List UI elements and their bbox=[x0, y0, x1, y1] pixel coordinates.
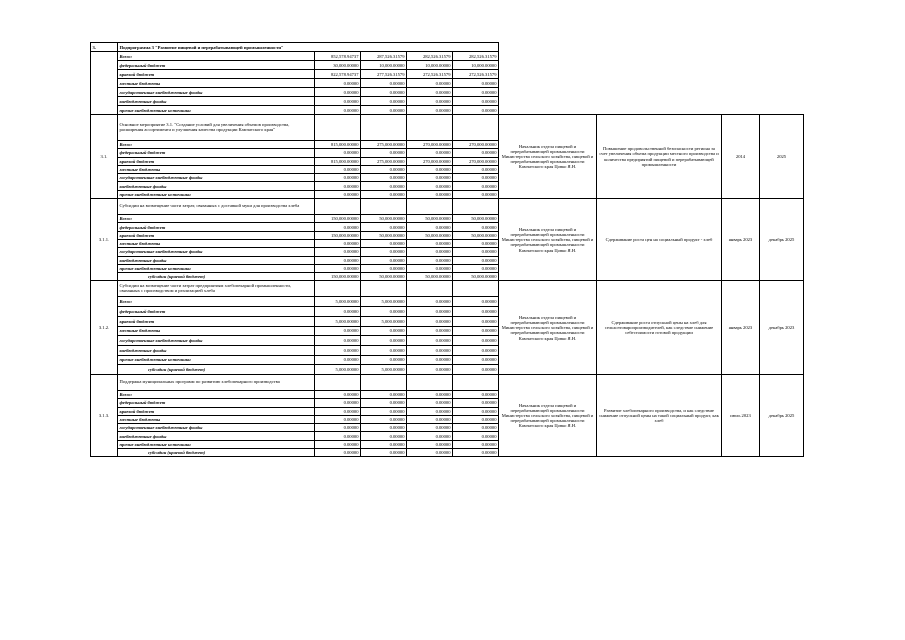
section-title: Подпрограмма 3 "Развитие пищевой и перерабатывающей промышленности" bbox=[118, 43, 499, 52]
amount-cell: 0.00000 bbox=[407, 106, 453, 115]
row-label: федеральный бюджет bbox=[118, 223, 315, 231]
amount-cell: 10,000.00000 bbox=[361, 61, 407, 70]
amount-cell: 0.00000 bbox=[453, 97, 499, 106]
amount-cell: 0.00000 bbox=[453, 424, 499, 432]
amount-cell: 0.00000 bbox=[315, 190, 361, 198]
empty-cell bbox=[407, 374, 453, 390]
amount-cell: 0.00000 bbox=[361, 264, 407, 272]
amount-cell: 0.00000 bbox=[361, 432, 407, 440]
amount-cell: 0.00000 bbox=[315, 174, 361, 182]
row-label: местные бюджеты bbox=[118, 79, 315, 88]
table-row bbox=[91, 70, 804, 79]
start-date: январь 2023 bbox=[722, 199, 760, 281]
row-label: Всего: bbox=[118, 141, 315, 149]
amount-cell: 5,000.00000 bbox=[315, 316, 361, 326]
amount-cell: 0.00000 bbox=[453, 223, 499, 231]
amount-cell: 0.00000 bbox=[407, 182, 453, 190]
start-date: июль 2023 bbox=[722, 374, 760, 456]
row-label: внебюджетные фонды bbox=[118, 97, 315, 106]
amount-cell: 0.00000 bbox=[361, 424, 407, 432]
table-row bbox=[91, 61, 804, 70]
amount-cell: 0.00000 bbox=[315, 256, 361, 264]
executor-cell: Начальник отдела пищевой и перерабатывающей промышленности Министерства сельского хозяйства, пищевой и перерабатывающей промышленности Камчатского края Цовко Я.Н. bbox=[499, 281, 597, 375]
empty-cell bbox=[361, 115, 407, 141]
amount-cell: 0.00000 bbox=[361, 307, 407, 317]
amount-cell: 275,000.00000 bbox=[361, 141, 407, 149]
item-title: Субсидии на возмещение части затрат, связанных с доставкой муки для производства хлеба bbox=[118, 199, 315, 215]
row-label: внебюджетные фонды bbox=[118, 345, 315, 355]
amount-cell: 0.00000 bbox=[453, 239, 499, 247]
empty-cell bbox=[453, 374, 499, 390]
amount-cell: 0.00000 bbox=[453, 345, 499, 355]
amount-cell: 0.00000 bbox=[407, 79, 453, 88]
amount-cell: 0.00000 bbox=[361, 345, 407, 355]
amount-cell: 5,000.00000 bbox=[361, 365, 407, 375]
amount-cell: 0.00000 bbox=[453, 79, 499, 88]
item-number: 3.1.3. bbox=[91, 374, 118, 456]
item-title: Основное мероприятие 3.1. "Создание условий для увеличения объемов производства, расширения ассортимента и улучшения качества продукции Камчатского края" bbox=[118, 115, 315, 141]
amount-cell: 0.00000 bbox=[315, 264, 361, 272]
item-title: Поддержка муниципальных программ по развитию хлебопекарного производства bbox=[118, 374, 315, 390]
amount-cell: 0.00000 bbox=[453, 326, 499, 336]
empty-cell bbox=[407, 115, 453, 141]
amount-cell: 50,000.00000 bbox=[361, 215, 407, 223]
table-row bbox=[91, 97, 804, 106]
amount-cell: 0.00000 bbox=[453, 355, 499, 365]
amount-cell: 0.00000 bbox=[407, 297, 453, 307]
amount-cell: 0.00000 bbox=[453, 432, 499, 440]
row-label: Всего: bbox=[118, 215, 315, 223]
amount-cell: 0.00000 bbox=[453, 106, 499, 115]
amount-cell: 50,000.00000 bbox=[407, 273, 453, 281]
number-cell bbox=[91, 106, 118, 115]
item-header-row bbox=[91, 374, 804, 390]
item-number: 3.1. bbox=[91, 115, 118, 199]
amount-cell: 0.00000 bbox=[315, 432, 361, 440]
amount-cell: 0.00000 bbox=[407, 149, 453, 157]
amount-cell: 50,000.00000 bbox=[361, 231, 407, 239]
amount-cell: 0.00000 bbox=[361, 407, 407, 415]
row-label: местные бюджеты bbox=[118, 165, 315, 173]
amount-cell: 0.00000 bbox=[453, 336, 499, 346]
amount-cell: 0.00000 bbox=[315, 407, 361, 415]
number-cell bbox=[91, 79, 118, 88]
amount-cell: 0.00000 bbox=[361, 79, 407, 88]
number-cell bbox=[91, 61, 118, 70]
row-label: государственные внебюджетные фонды bbox=[118, 424, 315, 432]
result-cell: Повышение продовольственной безопасности региона за счет увеличения объема продукции местного производства и количества предприятий пищевой и перерабатывающей промышленности bbox=[597, 115, 722, 199]
row-label: внебюджетные фонды bbox=[118, 182, 315, 190]
row-label: внебюджетные фонды bbox=[118, 256, 315, 264]
amount-cell: 0.00000 bbox=[361, 326, 407, 336]
table-row bbox=[91, 106, 804, 115]
row-label: федеральный бюджет bbox=[118, 399, 315, 407]
amount-cell: 5,000.00000 bbox=[315, 297, 361, 307]
table-row bbox=[91, 88, 804, 97]
amount-cell: 10,000.00000 bbox=[453, 61, 499, 70]
amount-cell: 0.00000 bbox=[453, 190, 499, 198]
amount-cell: 0.00000 bbox=[407, 345, 453, 355]
amount-cell: 0.00000 bbox=[407, 190, 453, 198]
amount-cell: 150,000.00000 bbox=[315, 231, 361, 239]
amount-cell: 0.00000 bbox=[453, 365, 499, 375]
empty-cell bbox=[453, 281, 499, 297]
amount-cell: 0.00000 bbox=[453, 149, 499, 157]
empty-cell bbox=[407, 199, 453, 215]
amount-cell: 5,000.00000 bbox=[361, 316, 407, 326]
amount-cell: 0.00000 bbox=[315, 106, 361, 115]
number-cell bbox=[91, 70, 118, 79]
item-header-row bbox=[91, 199, 804, 215]
row-label: местные бюджеты bbox=[118, 239, 315, 247]
amount-cell: 0.00000 bbox=[407, 355, 453, 365]
amount-cell: 0.00000 bbox=[361, 97, 407, 106]
amount-cell: 282,526.31579 bbox=[453, 52, 499, 61]
amount-cell: 0.00000 bbox=[453, 88, 499, 97]
amount-cell: 0.00000 bbox=[453, 264, 499, 272]
amount-cell: 50,000.00000 bbox=[453, 215, 499, 223]
row-label: краевой бюджет bbox=[118, 231, 315, 239]
amount-cell: 0.00000 bbox=[407, 223, 453, 231]
row-label: прочие внебюджетные источники bbox=[118, 440, 315, 448]
amount-cell: 0.00000 bbox=[315, 326, 361, 336]
item-title: Субсидии на возмещение части затрат предприятиям хлебопекарной промышленности, связанных с производством и реализацией хлеба bbox=[118, 281, 315, 297]
item-header-row bbox=[91, 115, 804, 141]
amount-cell: 0.00000 bbox=[407, 88, 453, 97]
amount-cell: 5,000.00000 bbox=[315, 365, 361, 375]
row-label: прочие внебюджетные источники bbox=[118, 355, 315, 365]
section-number: 3. bbox=[91, 43, 118, 52]
amount-cell: 0.00000 bbox=[315, 399, 361, 407]
amount-cell: 822,578.94737 bbox=[315, 70, 361, 79]
empty-cell bbox=[315, 374, 361, 390]
amount-cell: 0.00000 bbox=[407, 390, 453, 398]
empty-cell bbox=[453, 115, 499, 141]
amount-cell: 0.00000 bbox=[361, 190, 407, 198]
amount-cell: 0.00000 bbox=[315, 239, 361, 247]
result-cell: Сдерживание роста отпускной цены на хлеб для сельхозтоваропроизводителей, как следствие снижение себестоимости готовой продукции bbox=[597, 281, 722, 375]
number-cell bbox=[91, 88, 118, 97]
amount-cell: 0.00000 bbox=[407, 97, 453, 106]
end-date: декабрь 2025 bbox=[760, 374, 804, 456]
empty-cell bbox=[315, 199, 361, 215]
row-label: краевой бюджет bbox=[118, 316, 315, 326]
amount-cell: 50,000.00000 bbox=[407, 215, 453, 223]
amount-cell: 282,526.31579 bbox=[407, 52, 453, 61]
row-label: Всего: bbox=[118, 390, 315, 398]
amount-cell: 50,000.00000 bbox=[361, 273, 407, 281]
amount-cell: 5,000.00000 bbox=[361, 297, 407, 307]
amount-cell: 0.00000 bbox=[315, 440, 361, 448]
program-table-body bbox=[91, 43, 804, 457]
amount-cell: 0.00000 bbox=[407, 407, 453, 415]
amount-cell: 0.00000 bbox=[315, 97, 361, 106]
row-label: федеральный бюджет bbox=[118, 61, 315, 70]
empty-cell bbox=[453, 199, 499, 215]
amount-cell: 0.00000 bbox=[361, 149, 407, 157]
empty-cell bbox=[315, 115, 361, 141]
amount-cell: 0.00000 bbox=[361, 390, 407, 398]
row-label: государственные внебюджетные фонды bbox=[118, 174, 315, 182]
number-cell bbox=[91, 97, 118, 106]
amount-cell: 0.00000 bbox=[361, 415, 407, 423]
amount-cell: 0.00000 bbox=[361, 174, 407, 182]
row-label: государственные внебюджетные фонды bbox=[118, 336, 315, 346]
amount-cell: 0.00000 bbox=[407, 424, 453, 432]
amount-cell: 0.00000 bbox=[315, 182, 361, 190]
end-date: декабрь 2025 bbox=[760, 199, 804, 281]
section-header-row bbox=[91, 43, 804, 52]
row-label: Всего: bbox=[118, 52, 315, 61]
amount-cell: 0.00000 bbox=[407, 365, 453, 375]
amount-cell: 815,000.00000 bbox=[315, 141, 361, 149]
amount-cell: 0.00000 bbox=[407, 415, 453, 423]
amount-cell: 0.00000 bbox=[361, 449, 407, 457]
amount-cell: 0.00000 bbox=[361, 336, 407, 346]
amount-cell: 0.00000 bbox=[361, 256, 407, 264]
item-header-row bbox=[91, 281, 804, 297]
amount-cell: 0.00000 bbox=[453, 449, 499, 457]
row-label: субсидии (краевой бюджет) bbox=[118, 273, 315, 281]
row-label: местные бюджеты bbox=[118, 415, 315, 423]
amount-cell: 270,000.00000 bbox=[453, 141, 499, 149]
amount-cell: 150,000.00000 bbox=[315, 273, 361, 281]
amount-cell: 0.00000 bbox=[315, 79, 361, 88]
empty-cell bbox=[361, 374, 407, 390]
empty-cell bbox=[361, 281, 407, 297]
amount-cell: 852,578.94737 bbox=[315, 52, 361, 61]
amount-cell: 0.00000 bbox=[407, 449, 453, 457]
amount-cell: 0.00000 bbox=[453, 256, 499, 264]
amount-cell: 270,000.00000 bbox=[407, 157, 453, 165]
amount-cell: 287,526.31579 bbox=[361, 52, 407, 61]
amount-cell: 0.00000 bbox=[453, 399, 499, 407]
row-label: внебюджетные фонды bbox=[118, 432, 315, 440]
amount-cell: 0.00000 bbox=[315, 248, 361, 256]
amount-cell: 0.00000 bbox=[361, 440, 407, 448]
amount-cell: 150,000.00000 bbox=[315, 215, 361, 223]
row-label: краевой бюджет bbox=[118, 157, 315, 165]
amount-cell: 0.00000 bbox=[361, 88, 407, 97]
amount-cell: 0.00000 bbox=[315, 424, 361, 432]
row-label: прочие внебюджетные источники bbox=[118, 190, 315, 198]
amount-cell: 0.00000 bbox=[361, 182, 407, 190]
executor-cell: Начальник отдела пищевой и перерабатывающей промышленности Министерства сельского хозяйства, пищевой и перерабатывающей промышленности Камчатского края Цовко Я.Н. bbox=[499, 374, 597, 456]
empty-cell bbox=[361, 199, 407, 215]
amount-cell: 270,000.00000 bbox=[453, 157, 499, 165]
amount-cell: 10,000.00000 bbox=[407, 61, 453, 70]
amount-cell: 0.00000 bbox=[453, 307, 499, 317]
row-label: прочие внебюджетные источники bbox=[118, 264, 315, 272]
amount-cell: 0.00000 bbox=[453, 440, 499, 448]
table-row bbox=[91, 52, 804, 61]
row-label: прочие внебюджетные источники bbox=[118, 106, 315, 115]
result-cell: Сдерживание роста цен на социальный продукт - хлеб bbox=[597, 199, 722, 281]
item-number: 3.1.2. bbox=[91, 281, 118, 375]
row-label: краевой бюджет bbox=[118, 407, 315, 415]
empty-cell bbox=[407, 281, 453, 297]
amount-cell: 815,000.00000 bbox=[315, 157, 361, 165]
amount-cell: 277,526.31579 bbox=[361, 70, 407, 79]
item-number: 3.1.1. bbox=[91, 199, 118, 281]
row-label: субсидии (краевой бюджет) bbox=[118, 449, 315, 457]
amount-cell: 0.00000 bbox=[315, 449, 361, 457]
amount-cell: 270,000.00000 bbox=[407, 141, 453, 149]
amount-cell: 0.00000 bbox=[407, 248, 453, 256]
amount-cell: 0.00000 bbox=[453, 174, 499, 182]
result-cell: Развитие хлебопекарного производства, и как следствие снижение отпускной цены на такой социальный продукт, как хлеб bbox=[597, 374, 722, 456]
amount-cell: 0.00000 bbox=[315, 88, 361, 97]
amount-cell: 0.00000 bbox=[315, 415, 361, 423]
amount-cell: 0.00000 bbox=[453, 165, 499, 173]
amount-cell: 0.00000 bbox=[361, 248, 407, 256]
amount-cell: 272,526.31579 bbox=[407, 70, 453, 79]
amount-cell: 275,000.00000 bbox=[361, 157, 407, 165]
amount-cell: 0.00000 bbox=[453, 316, 499, 326]
amount-cell: 0.00000 bbox=[407, 316, 453, 326]
start-date: январь 2023 bbox=[722, 281, 760, 375]
amount-cell: 0.00000 bbox=[315, 307, 361, 317]
empty-cell bbox=[315, 281, 361, 297]
row-label: государственные внебюджетные фонды bbox=[118, 248, 315, 256]
amount-cell: 50,000.00000 bbox=[453, 273, 499, 281]
amount-cell: 0.00000 bbox=[407, 399, 453, 407]
row-label: федеральный бюджет bbox=[118, 307, 315, 317]
amount-cell: 0.00000 bbox=[407, 440, 453, 448]
amount-cell: 0.00000 bbox=[407, 326, 453, 336]
amount-cell: 0.00000 bbox=[453, 182, 499, 190]
amount-cell: 0.00000 bbox=[315, 165, 361, 173]
amount-cell: 0.00000 bbox=[453, 248, 499, 256]
end-date: декабрь 2023 bbox=[760, 281, 804, 375]
amount-cell: 0.00000 bbox=[315, 355, 361, 365]
amount-cell: 0.00000 bbox=[315, 336, 361, 346]
amount-cell: 30,000.00000 bbox=[315, 61, 361, 70]
amount-cell: 50,000.00000 bbox=[407, 231, 453, 239]
program-table bbox=[90, 42, 804, 457]
number-cell bbox=[91, 52, 118, 61]
row-label: государственные внебюджетные фонды bbox=[118, 88, 315, 97]
executor-cell: Начальник отдела пищевой и перерабатывающей промышленности Министерства сельского хозяйства, пищевой и перерабатывающей промышленности Камчатского края Цовко Я.Н. bbox=[499, 199, 597, 281]
end-date: 2025 bbox=[760, 115, 804, 199]
amount-cell: 0.00000 bbox=[407, 239, 453, 247]
amount-cell: 0.00000 bbox=[407, 336, 453, 346]
amount-cell: 0.00000 bbox=[453, 297, 499, 307]
amount-cell: 0.00000 bbox=[407, 264, 453, 272]
amount-cell: 0.00000 bbox=[361, 355, 407, 365]
amount-cell: 0.00000 bbox=[315, 390, 361, 398]
amount-cell: 50,000.00000 bbox=[453, 231, 499, 239]
amount-cell: 0.00000 bbox=[361, 165, 407, 173]
amount-cell: 272,526.31579 bbox=[453, 70, 499, 79]
amount-cell: 0.00000 bbox=[407, 307, 453, 317]
amount-cell: 0.00000 bbox=[453, 415, 499, 423]
amount-cell: 0.00000 bbox=[361, 106, 407, 115]
amount-cell: 0.00000 bbox=[315, 149, 361, 157]
amount-cell: 0.00000 bbox=[315, 223, 361, 231]
amount-cell: 0.00000 bbox=[407, 256, 453, 264]
amount-cell: 0.00000 bbox=[453, 390, 499, 398]
amount-cell: 0.00000 bbox=[407, 165, 453, 173]
executor-cell: Начальник отдела пищевой и перерабатывающей промышленности Министерства сельского хозяйства, пищевой и перерабатывающей промышленности Камчатского края Цовко Я.Н. bbox=[499, 115, 597, 199]
table-row bbox=[91, 79, 804, 88]
row-label: федеральный бюджет bbox=[118, 149, 315, 157]
amount-cell: 0.00000 bbox=[315, 345, 361, 355]
amount-cell: 0.00000 bbox=[407, 432, 453, 440]
amount-cell: 0.00000 bbox=[361, 223, 407, 231]
amount-cell: 0.00000 bbox=[453, 407, 499, 415]
amount-cell: 0.00000 bbox=[407, 174, 453, 182]
row-label: Всего: bbox=[118, 297, 315, 307]
amount-cell: 0.00000 bbox=[361, 239, 407, 247]
row-label: местные бюджеты bbox=[118, 326, 315, 336]
amount-cell: 0.00000 bbox=[361, 399, 407, 407]
row-label: краевой бюджет bbox=[118, 70, 315, 79]
start-date: 2014 bbox=[722, 115, 760, 199]
row-label: субсидии (краевой бюджет) bbox=[118, 365, 315, 375]
